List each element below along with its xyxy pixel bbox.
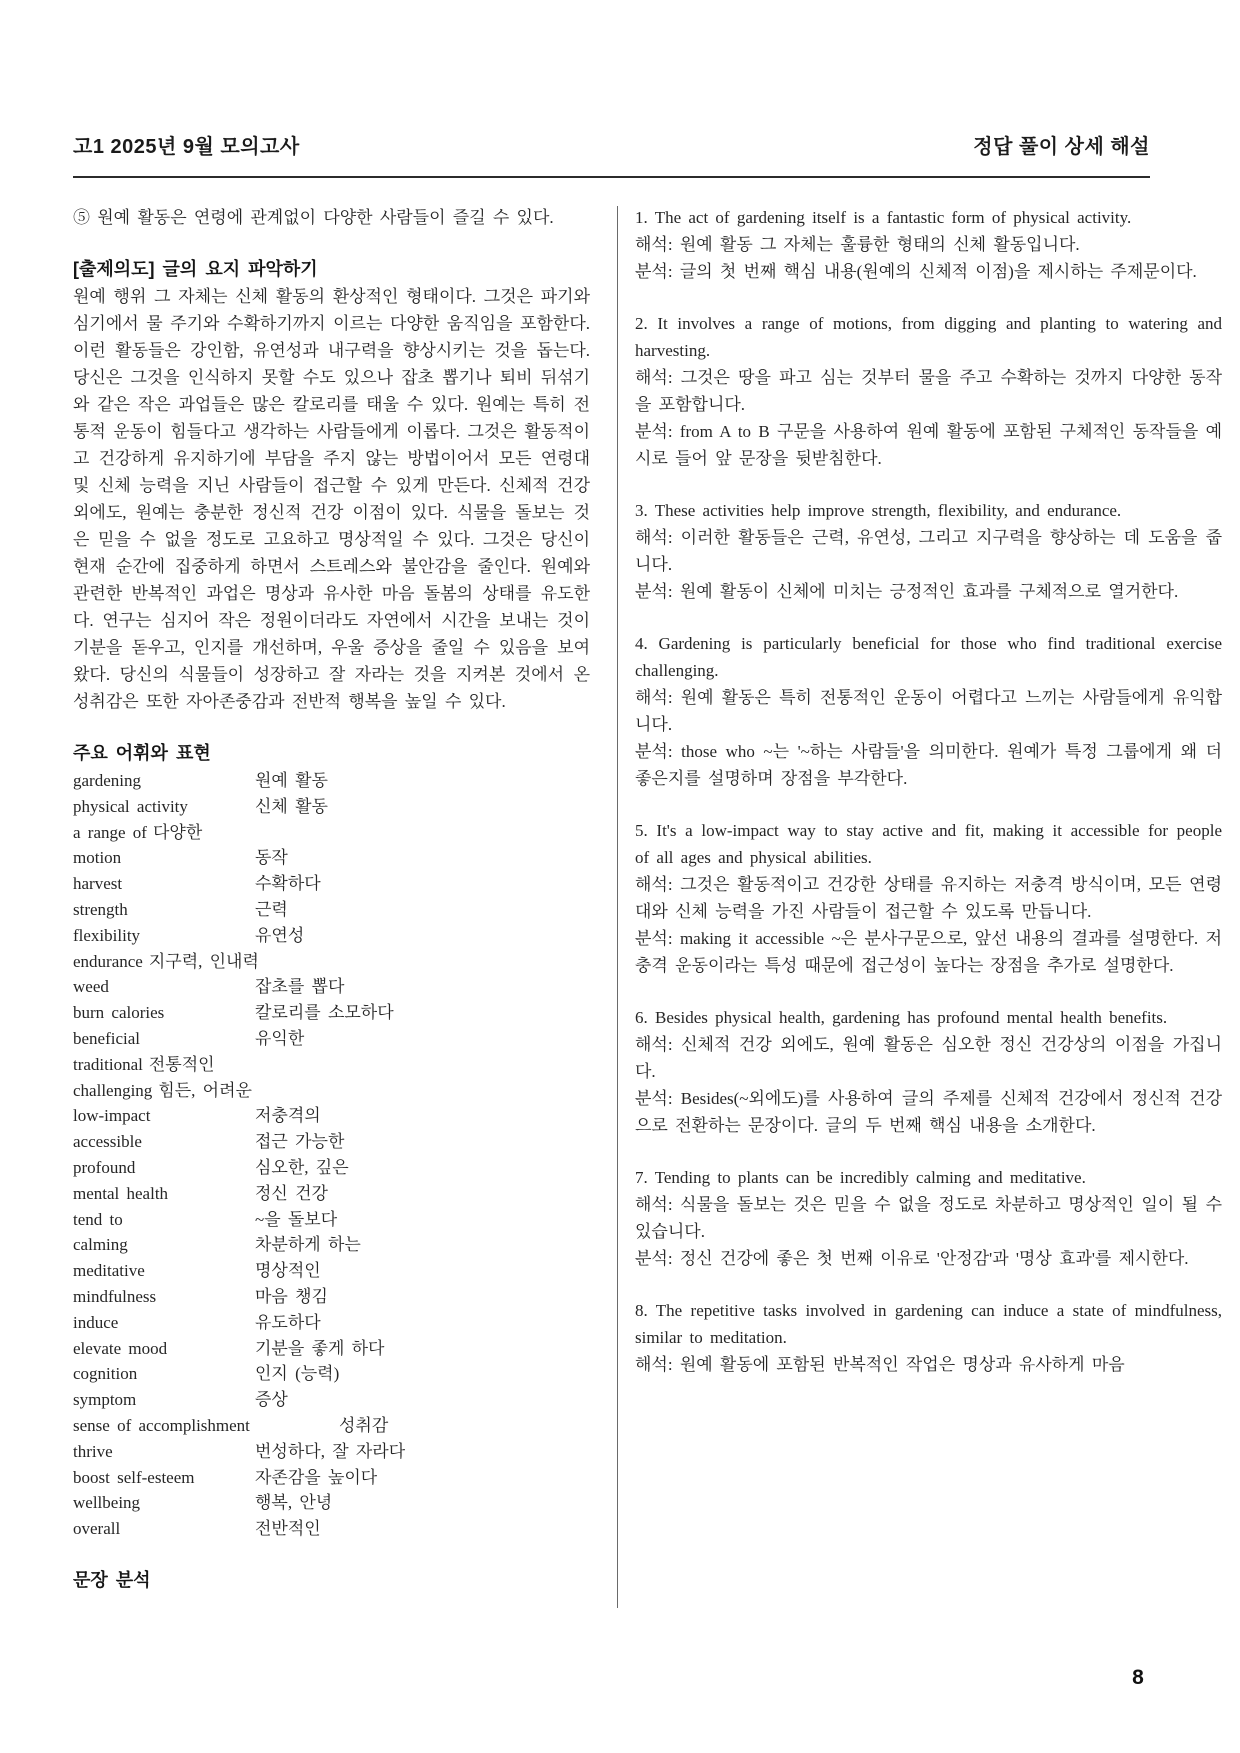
- analysis-line: 분석: 정신 건강에 좋은 첫 번째 이유로 '안정감'과 '명상 효과'를 제시한다.: [635, 1249, 1189, 1268]
- vocab-meaning: 힘든, 어려운: [158, 1080, 252, 1100]
- vocab-row: [73, 949, 590, 975]
- vocab-term: profound: [73, 1157, 136, 1177]
- vocab-meaning: 접근 가능한: [255, 1132, 345, 1152]
- vocab-term: symptom: [73, 1390, 137, 1410]
- vocab-meaning: 저충격의: [255, 1106, 321, 1126]
- vocab-meaning: 심오한, 깊은: [255, 1157, 349, 1177]
- analysis-item: [635, 497, 1222, 605]
- vocab-row: [73, 1258, 590, 1284]
- translation-line: 해석: 원예 활동에 포함된 반복적인 작업은 명상과 유사하게 마음: [635, 1355, 1125, 1374]
- vocab-term: mindfulness: [73, 1286, 157, 1306]
- vocab-term: elevate mood: [73, 1338, 168, 1358]
- analysis-item: [635, 1164, 1222, 1272]
- vocab-row: [73, 923, 590, 949]
- analysis-item: [635, 204, 1222, 285]
- vocab-term: challenging: [73, 1080, 153, 1100]
- header-section-title: 정답 풀이 상세 해설: [973, 136, 1150, 158]
- vocab-row: [73, 974, 590, 1000]
- exam-title: 고1 2025년 9월 모의고사: [73, 136, 300, 158]
- vocab-row: [73, 1155, 590, 1181]
- vocab-term: overall: [73, 1519, 121, 1539]
- vocab-row: [73, 1310, 590, 1336]
- vocab-term: cognition: [73, 1364, 138, 1384]
- vocab-meaning: 다양한: [152, 822, 203, 842]
- vocab-meaning: 유익한: [255, 1028, 305, 1048]
- vocab-term: calming: [73, 1235, 128, 1255]
- translation-line: 해석: 원예 활동은 특히 전통적인 운동이 어렵다고 느끼는 사람들에게 유익합니다.: [635, 688, 1222, 734]
- vocab-term: traditional: [73, 1054, 143, 1074]
- vocab-meaning: 정신 건강: [255, 1183, 328, 1203]
- vocab-list: [73, 768, 590, 1542]
- sentence-analysis-heading: 문장 분석: [73, 1569, 151, 1590]
- vocab-row: [73, 768, 590, 794]
- vocab-term: weed: [73, 977, 109, 997]
- vocab-meaning: ~을 돌보다: [255, 1209, 338, 1229]
- vocab-term: meditative: [73, 1261, 145, 1281]
- analysis-line: 분석: making it accessible ~은 분사구문으로, 앞선 내용의 결과를 설명한다. 저충격 운동이라는 특성 때문에 접근성이 높다는 장점을 추가로 설명한다.: [635, 929, 1222, 975]
- vocab-term: boost self-esteem: [73, 1467, 195, 1487]
- english-sentence: 4. Gardening is particularly beneficial for those who find traditional exercise challenging.: [635, 634, 1222, 680]
- left-column: [73, 204, 590, 1594]
- vocab-meaning: 성취감: [339, 1415, 389, 1435]
- vocab-row: [73, 1052, 590, 1078]
- vocab-term: gardening: [73, 771, 141, 790]
- analysis-line: 분석: 글의 첫 번째 핵심 내용(원예의 신체적 이점)을 제시하는 주제문이다.: [635, 262, 1197, 281]
- vocab-term: strength: [73, 899, 128, 919]
- right-column: [635, 204, 1222, 1378]
- answer-choice-note: ⑤ 원예 활동은 연령에 관계없이 다양한 사람들이 즐길 수 있다.: [73, 208, 554, 227]
- translation-line: 해석: 식물을 돌보는 것은 믿을 수 없을 정도로 차분하고 명상적인 일이 될 수 있습니다.: [635, 1195, 1222, 1241]
- vocab-row: [73, 1490, 590, 1516]
- vocab-row: [73, 1439, 590, 1465]
- vocab-term: mental health: [73, 1183, 169, 1203]
- translation-line: 해석: 신체적 건강 외에도, 원예 활동은 심오한 정신 건강상의 이점을 가집니다.: [635, 1035, 1222, 1081]
- vocab-term: a range of: [73, 822, 147, 842]
- translation-line: 해석: 이러한 활동들은 근력, 유연성, 그리고 지구력을 향상하는 데 도움을 줍니다.: [635, 528, 1222, 574]
- analysis-list: [635, 204, 1222, 1378]
- translation-line: 해석: 그것은 활동적이고 건강한 상태를 유지하는 저충격 방식이며, 모든 연령대와 신체 능력을 가진 사람들이 접근할 수 있도록 만듭니다.: [635, 875, 1222, 921]
- vocab-meaning: 차분하게 하는: [255, 1235, 361, 1255]
- vocab-row: [73, 1026, 590, 1052]
- vocab-row: [73, 1207, 590, 1233]
- analysis-item: [635, 310, 1222, 472]
- vocab-row: [73, 1413, 590, 1439]
- english-sentence: 3. These activities help improve strength, flexibility, and endurance.: [635, 501, 1122, 520]
- vocab-term: wellbeing: [73, 1493, 141, 1513]
- vocab-row: [73, 1387, 590, 1413]
- analysis-item: [635, 1297, 1222, 1378]
- intent-heading: [출제의도] 글의 요지 파악하기: [73, 259, 318, 279]
- vocab-row: [73, 1232, 590, 1258]
- vocab-term: endurance: [73, 951, 143, 971]
- vocab-meaning: 유도하다: [255, 1312, 321, 1332]
- vocab-row: [73, 1078, 590, 1104]
- vocab-row: [73, 1336, 590, 1362]
- english-sentence: 7. Tending to plants can be incredibly calming and meditative.: [635, 1168, 1086, 1187]
- vocab-meaning: 원예 활동: [255, 771, 328, 790]
- vocab-term: accessible: [73, 1132, 142, 1152]
- vocab-term: motion: [73, 848, 122, 868]
- vocab-meaning: 기분을 좋게 하다: [255, 1338, 385, 1358]
- translation-line: 해석: 그것은 땅을 파고 심는 것부터 물을 주고 수확하는 것까지 다양한 동작을 포함합니다.: [635, 368, 1222, 414]
- english-sentence: 5. It's a low-impact way to stay active and fit, making it accessible for people of all ages and physical abilities.: [635, 821, 1222, 867]
- vocab-meaning: 번성하다, 잘 자라다: [255, 1441, 406, 1461]
- analysis-item: [635, 630, 1222, 792]
- vocab-term: harvest: [73, 874, 123, 894]
- analysis-line: 분석: from A to B 구문을 사용하여 원예 활동에 포함된 구체적인 동작들을 예시로 들어 앞 문장을 뒷받침한다.: [635, 422, 1222, 468]
- vocab-term: sense of accomplishment: [73, 1415, 250, 1435]
- vocab-meaning: 전반적인: [255, 1519, 321, 1539]
- vocab-row: [73, 871, 590, 897]
- analysis-line: 분석: 원예 활동이 신체에 미치는 긍정적인 효과를 구체적으로 열거한다.: [635, 582, 1179, 601]
- vocab-meaning: 인지 (능력): [255, 1364, 340, 1384]
- vocab-meaning: 자존감을 높이다: [255, 1467, 378, 1487]
- vocab-term: physical activity: [73, 796, 188, 816]
- analysis-line: 분석: those who ~는 '~하는 사람들'을 의미한다. 원예가 특정 그룹에게 왜 더 좋은지를 설명하며 장점을 부각한다.: [635, 742, 1222, 788]
- vocab-term: tend to: [73, 1209, 123, 1229]
- vocab-term: burn calories: [73, 1003, 165, 1023]
- vocab-term: thrive: [73, 1441, 113, 1461]
- vocab-meaning: 수확하다: [255, 874, 321, 894]
- vocab-term: induce: [73, 1312, 119, 1332]
- vocab-row: [73, 1361, 590, 1387]
- content-columns: [73, 204, 1222, 1594]
- vocab-row: [73, 897, 590, 923]
- english-sentence: 2. It involves a range of motions, from digging and planting to watering and harvesting.: [635, 314, 1222, 360]
- page-number: 8: [1132, 1666, 1144, 1689]
- vocab-meaning: 지구력, 인내력: [148, 951, 259, 971]
- analysis-item: [635, 817, 1222, 979]
- vocab-term: low-impact: [73, 1106, 151, 1126]
- english-sentence: 1. The act of gardening itself is a fantastic form of physical activity.: [635, 208, 1132, 227]
- vocab-row: [73, 1103, 590, 1129]
- vocab-meaning: 전통적인: [148, 1054, 215, 1074]
- vocab-meaning: 유연성: [255, 925, 305, 945]
- translation-line: 해석: 원예 활동 그 자체는 훌륭한 형태의 신체 활동입니다.: [635, 235, 1080, 254]
- vocab-meaning: 동작: [255, 848, 288, 868]
- analysis-line: 분석: Besides(~외에도)를 사용하여 글의 주제를 신체적 건강에서 정신적 건강으로 전환하는 문장이다. 글의 두 번째 핵심 내용을 소개한다.: [635, 1089, 1222, 1135]
- vocab-row: [73, 1516, 590, 1542]
- vocab-meaning: 칼로리를 소모하다: [255, 1003, 394, 1023]
- vocab-row: [73, 820, 590, 846]
- vocab-meaning: 신체 활동: [255, 796, 328, 816]
- vocab-row: [73, 794, 590, 820]
- vocab-row: [73, 845, 590, 871]
- vocabulary-heading: 주요 어휘와 표현: [73, 743, 211, 763]
- vocab-term: beneficial: [73, 1028, 141, 1048]
- vocab-meaning: 마음 챙김: [255, 1286, 328, 1306]
- vocab-meaning: 근력: [255, 899, 288, 919]
- vocab-meaning: 잡초를 뽑다: [255, 977, 345, 997]
- vocab-row: [73, 1000, 590, 1026]
- passage-translation-paragraph: 원예 행위 그 자체는 신체 활동의 환상적인 형태이다. 그것은 파기와 심기에서 물 주기와 수확하기까지 이르는 다양한 움직임을 포함한다. 이런 활동들은 강인함, 유연성과 내구력을 향상시키는 것을 돕는다. 당신은 그것을 인식하지 못할 수도 있으나 잡초 뽑기나 퇴비 뒤섞기와 같은 작은 과업들은 많은 칼로리를 태울 수 있다. 원예는 특히 전통적 운동이 힘들다고 생각하는 사람들에게 이롭다. 그것은 활동적이고 건강하게 유지하기에 부담을 주지 않는 방법이어서 모든 연령대 및 신체 능력을 지닌 사람들이 접근할 수 있게 만든다. 신체적 건강 외에도, 원예는 충분한 정신적 건강 이점이 있다. 식물을 돌보는 것은 믿을 수 없을 정도로 고요하고 명상적일 수 있다. 그것은 당신이 현재 순간에 집중하게 하면서 스트레스와 불안감을 줄인다. 원예와 관련한 반복적인 과업은 명상과 유사한 마음 돌봄의 상태를 유도한다. 연구는 심지어 작은 정원이더라도 자연에서 시간을 보내는 것이 기분을 돋우고, 인지를 개선하며, 우울 증상을 줄일 수 있음을 보여왔다. 당신의 식물들이 성장하고 잘 자라는 것을 지켜본 것에서 온 성취감은 또한 자아존중감과 전반적 행복을 높일 수 있다.: [73, 287, 590, 711]
- header-rule: [73, 176, 1150, 178]
- vocab-term: flexibility: [73, 925, 141, 945]
- column-divider: [617, 206, 618, 1608]
- vocab-row: [73, 1465, 590, 1491]
- english-sentence: 8. The repetitive tasks involved in gardening can induce a state of mindfulness, similar to meditation.: [635, 1301, 1222, 1347]
- vocab-meaning: 명상적인: [255, 1261, 321, 1281]
- page-header: [73, 130, 1150, 159]
- english-sentence: 6. Besides physical health, gardening has profound mental health benefits.: [635, 1008, 1168, 1027]
- vocab-meaning: 증상: [255, 1390, 288, 1410]
- analysis-item: [635, 1004, 1222, 1139]
- vocab-row: [73, 1284, 590, 1310]
- vocab-row: [73, 1181, 590, 1207]
- vocab-row: [73, 1129, 590, 1155]
- vocab-meaning: 행복, 안녕: [255, 1493, 333, 1513]
